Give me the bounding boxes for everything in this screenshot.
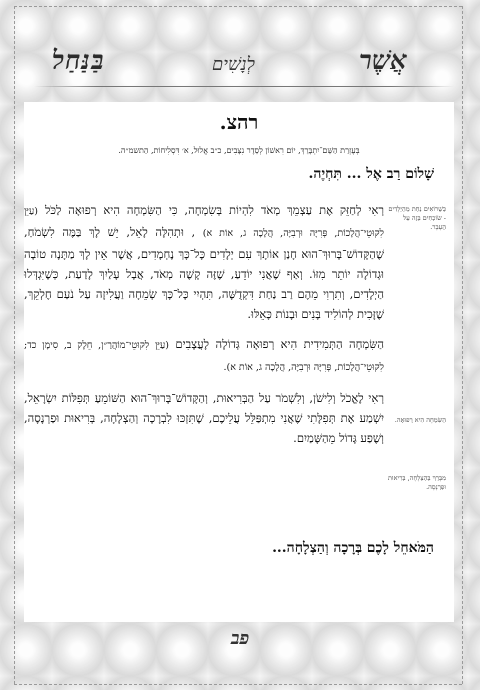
header-title-right: אֲשֶׁר xyxy=(359,46,407,76)
paragraph-1-text: רְאִי לְחַזֵּק אֶת עַצְמֵךְ מְאֹד לִהְיוֹת בְּשִׂמְחָה, כִּי הַשִּׂמְחָה הִיא רְפוּאָה לַכֹּל xyxy=(44,203,385,217)
page-header xyxy=(24,34,454,94)
paragraph-1 xyxy=(24,200,384,324)
paragraph-1-reference: (עַיֵּן לִקּוּטֵי־הֲלָכוֹת, פְּרִיָּה וּרְבִיָּה, הֲלָכָה ג, אוֹת א) xyxy=(24,206,384,239)
paragraph-1-text-cont: , וּתְהִלָּה לָאֵל, יֵשׁ לָךְ בַּמֶּה לִשְׂמֹחַ, שֶׁהַקָּדוֹשׁ־בָּרוּךְ־הוּא חָנַן אוֹתָךְ עִם יְלָדִים כָּל־כָּךְ נֶחְמָדִים, אֲשֶׁר אֵין לָךְ מַתָּנָה טוֹבָה וּגְדוֹלָה יוֹתֵר מִזּוֹ. וְאַף שֶׁאֲנִי יוֹדֵעַ, שֶׁזֶּה קָשֶׁה מְאֹד, אֲבָל עָלַיִךְ לָדַעַת, כְּשֶׁיִּגְדְּלוּ הַיְלָדִים, וְתִרְוִי מֵהֶם רַב נַחַת דִּקְדֻשָּׁה, תִּהְיִי כָּל־כָּךְ שְׂמֵחָה וַעֲלִיזָה עַל נֹעַם חֶלְקֵךְ, שֶׁזָּכִית לְהוֹלִיד בָּנִים וּבָנוֹת כָּאֵלּוּ. xyxy=(24,225,384,321)
header-divider xyxy=(34,86,454,87)
margin-note-3: מִבָּרֵךְ בְּהַצְלָחָה, בְּרִיאוּת וּפַרְנָסָה. xyxy=(387,474,446,491)
paragraph-3 xyxy=(24,388,384,448)
letter-number: רהצ. xyxy=(219,110,259,134)
letter-panel xyxy=(24,102,454,622)
margin-note-2: הַשִּׂמְחָה הִיא רְפוּאָה. xyxy=(394,416,446,424)
header-title-left: בַּנַּחַל xyxy=(52,46,105,76)
cut-line-bottom xyxy=(14,684,462,685)
letter-body xyxy=(24,200,384,458)
cut-line-left xyxy=(14,6,15,684)
letter-date: בְּעֶזְרַת הַשֵּׁם־יִתְבָּרֵךְ, יוֹם רִאשׁוֹן לְסֵדֶר נִצָּבִים, כ״ב אֱלוּל, א׳ דִּסְלִיחוֹת, הַתשמ״ה. xyxy=(118,146,360,155)
cut-line-right xyxy=(462,6,463,684)
letter-greeting: שָׁלוֹם רַב אֶל ... תִּחְיֶה. xyxy=(308,166,434,182)
header-title-middle: לְנָשִׁים xyxy=(212,54,255,75)
paragraph-2 xyxy=(24,334,384,378)
paragraph-2-text: הַשִּׂמְחָה הַתְּמִידִית הִיא רְפוּאָה גְּדוֹלָה לָעֲצָבִים xyxy=(175,337,384,351)
paragraph-3-text: רְאִי לֶאֱכֹל וְלִישֹׁן, וְלִשְׁמֹר עַל הַבְּרִיאוּת, וְהַקָּדוֹשׁ־בָּרוּךְ־הוּא הַשּׁוֹמֵעַ תְּפִלּוֹת יִשְׂרָאֵל, יִשְׁמַע אֶת תְּפִלָּתִי שֶׁאֲנִי מִתְפַּלֵּל עֲלֵיכֶם, שֶׁתִּזְכּוּ לִבְרָכָה וְהַצְלָחָה, בְּרִיאוּת וּפַרְנָסָה, וְשֶׁפַע גָּדוֹל מֵהַשָּׁמַיִם. xyxy=(24,391,384,445)
margin-note-1: כְּשֶׁרוֹאִים נַחַת מֵהַיְּלָדִים - שׂוֹכְחִים בְּזֶה עַל הֶעָבָר. xyxy=(388,205,446,231)
page-number: פב xyxy=(230,628,250,649)
letter-closing: הַמֹּאחֵל לָכֶם בְּרָכָה וְהַצְלָחָה... xyxy=(272,540,434,556)
cut-line-top xyxy=(14,6,462,7)
paragraph-2-reference: (עַיֵּן לִקּוּטֵי־מוֹהֲרַ״ן, חֵלֶק ב, סִימָן כד; לִקּוּטֵי־הֲלָכוֹת, פְּרִיָּה וּרְבִיָּה, הֲלָכָה ג, אוֹת א). xyxy=(24,340,384,373)
